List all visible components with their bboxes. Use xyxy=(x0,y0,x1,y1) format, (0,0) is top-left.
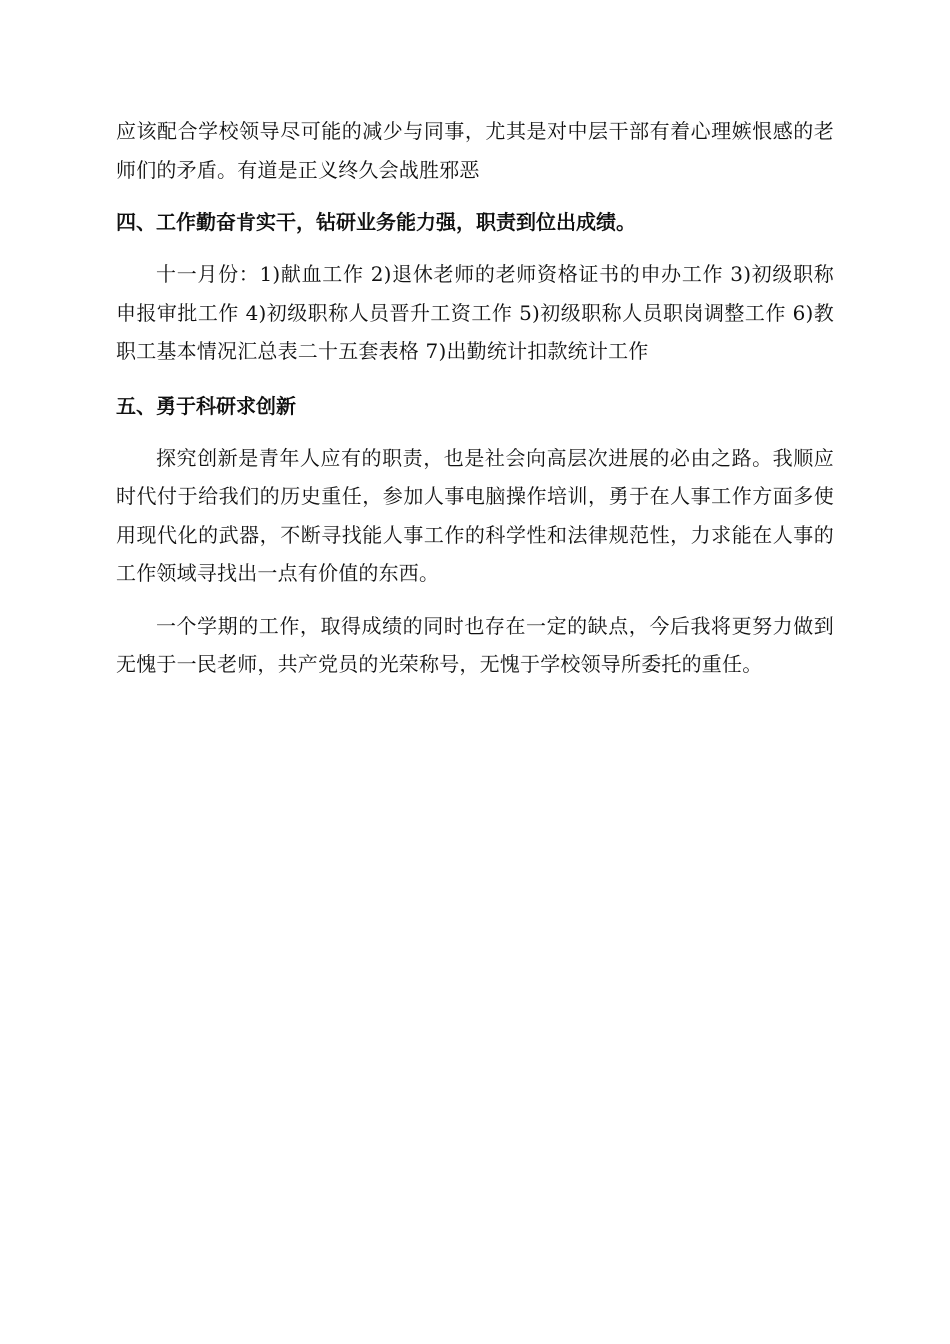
document-page xyxy=(116,112,834,684)
paragraph-november-tasks: 十一月份：1)献血工作 2)退休老师的老师资格证书的申办工作 3)初级职称申报审批工作 4)初级职称人员晋升工资工作 5)初级职称人员职岗调整工作 6)教职工基本情况汇总表二十五套表格 7)出勤统计扣款统计工作 xyxy=(116,262,834,363)
section-heading-4: 四、工作勤奋肯实干，钻研业务能力强，职责到位出成绩。 xyxy=(116,210,636,234)
paragraph-continuation: 应该配合学校领导尽可能的减少与同事，尤其是对中层干部有着心理嫉恨感的老师们的矛盾。有道是正义终久会战胜邪恶 xyxy=(116,119,834,182)
paragraph-conclusion: 一个学期的工作，取得成绩的同时也存在一定的缺点，今后我将更努力做到无愧于一民老师，共产党员的光荣称号，无愧于学校领导所委托的重任。 xyxy=(116,613,834,676)
section-heading-5: 五、勇于科研求创新 xyxy=(116,393,296,418)
paragraph-innovation: 探究创新是青年人应有的职责，也是社会向高层次进展的必由之路。我顺应时代付于给我们的历史重任，参加人事电脑操作培训，勇于在人事工作方面多使用现代化的武器，不断寻找能人事工作的科学性和法律规范性，力求能在人事的工作领域寻找出一点有价值的东西。 xyxy=(116,445,834,585)
